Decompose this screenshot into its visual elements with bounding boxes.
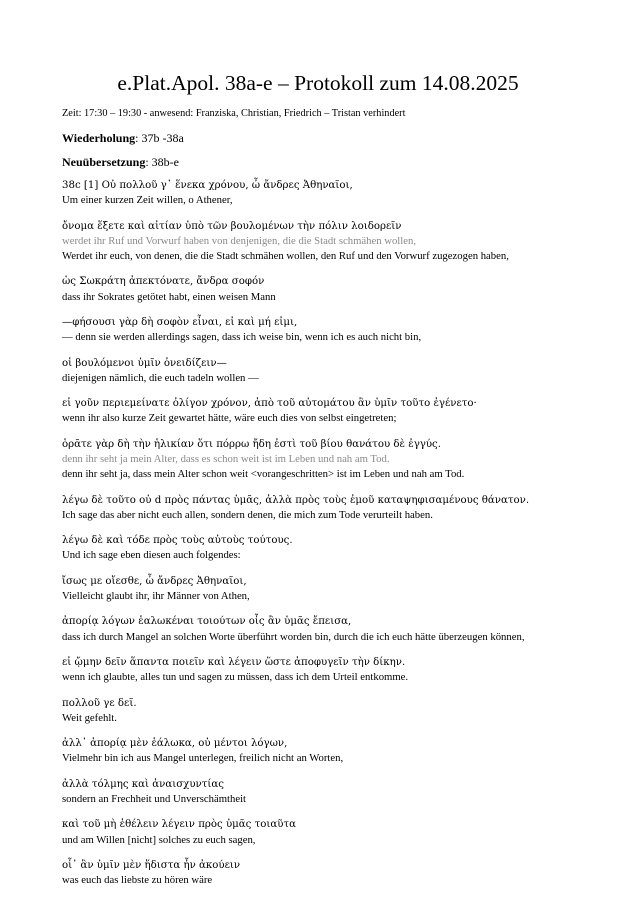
passage-block (62, 614, 622, 644)
translation-line: Um einer kurzen Zeit willen, o Athener, (62, 194, 233, 207)
draft-translation-line: denn ihr seht ja mein Alter, dass es schon weit ist im Leben und nah am Tod. (62, 452, 390, 465)
translation-line: Weit gefehlt. (62, 711, 117, 724)
passage-block (62, 493, 622, 523)
translation-line: wenn ich glaubte, alles tun und sagen zu müssen, dass ich dem Urteil entkomme. (62, 671, 409, 684)
greek-source-line: εἰ γοῦν περιεμείνατε ὀλίγον χρόνον, ἀπὸ τοῦ αὐτομάτου ἂν ὑμῖν τοῦτο ἐγένετο· (62, 398, 477, 410)
greek-source-line: καὶ τοῦ μὴ ἐθέλειν λέγειν πρὸς ὑμᾶς τοιαῦτα (62, 819, 296, 831)
translation-line: Vielleicht glaubt ihr, ihr Männer von Athen, (62, 589, 250, 602)
new-translation-value: : 38b-e (145, 155, 179, 169)
passage-block (62, 736, 622, 766)
passage-block (62, 533, 622, 563)
translation-line: Und ich sage eben diesen auch folgendes: (62, 549, 241, 562)
passage-block (62, 858, 622, 888)
draft-translation-line: werdet ihr Ruf und Vorwurf haben von denjenigen, die die Stadt schmähen wollen, (62, 234, 416, 247)
document-title: e.Plat.Apol. 38a-e – Protokoll zum 14.08.2025 (117, 71, 519, 95)
new-translation-label: Neuübersetzung (62, 155, 146, 169)
repetition-value: : 37b -38a (135, 131, 184, 145)
passage-block (62, 315, 622, 345)
translation-line: und am Willen [nicht] solches zu euch sagen, (62, 833, 256, 846)
greek-source-line: οἷ᾽ ἂν ὑμῖν μὲν ἥδιστα ἦν ἀκούειν (62, 859, 241, 871)
greek-source-line: ἀπορίᾳ λόγων ἑαλωκέναι τοιούτων οἷς ἂν ὑμᾶς ἔπεισα, (62, 616, 352, 628)
passage-block (62, 437, 622, 483)
translation-line: wenn ihr also kurze Zeit gewartet hätte, wäre euch dies von selbst eingetreten; (62, 412, 397, 425)
passage-block (62, 178, 622, 208)
repetition-line (62, 131, 184, 146)
greek-source-line: λέγω δὲ τοῦτο οὐ d πρὸς πάντας ὑμᾶς, ἀλλὰ πρὸς τοὺς ἐμοῦ καταψηφισαμένους θάνατον. (62, 494, 530, 506)
translation-line: sondern an Frechheit und Unverschämtheit (62, 792, 247, 805)
translation-line: was euch das liebste zu hören wäre (62, 874, 213, 887)
passage-block (62, 396, 622, 426)
greek-source-line: πολλοῦ γε δεῖ. (62, 697, 137, 709)
meeting-info: Zeit: 17:30 – 19:30 - anwesend: Franziska, Christian, Friedrich – Tristan verhindert (62, 108, 406, 119)
translation-line: Werdet ihr euch, von denen, die die Stadt schmähen wollen, den Ruf und den Vorwurf zugezogen haben, (62, 250, 509, 262)
greek-source-line: —φήσουσι γὰρ δὴ σοφὸν εἶναι, εἰ καὶ μή εἰμι, (62, 316, 298, 328)
greek-source-line: 38c [1] Οὐ πολλοῦ γ᾽ ἕνεκα χρόνου, ὦ ἄνδρες Ἀθηναῖοι, (62, 180, 353, 191)
greek-source-line: λέγω δὲ καὶ τόδε πρὸς τοὺς αὐτοὺς τούτους. (62, 535, 293, 547)
greek-source-line: ὡς Σωκράτη ἀπεκτόνατε, ἄνδρα σοφόν (62, 276, 265, 288)
translation-line: dass ihr Sokrates getötet habt, einen weisen Mann (62, 290, 276, 303)
greek-source-line: ὁρᾶτε γὰρ δὴ τὴν ἡλικίαν ὅτι πόρρω ἤδη ἐστὶ τοῦ βίου θανάτου δὲ ἐγγύς. (62, 438, 442, 450)
translation-line: dass ich durch Mangel an solchen Worte überführt worden bin, durch die ich euch hätte überzeugen können, (62, 630, 525, 643)
new-translation-line (62, 155, 179, 170)
translation-passages (62, 178, 622, 899)
greek-source-line: ὄνομα ἕξετε καὶ αἰτίαν ὑπὸ τῶν βουλομένων τὴν πόλιν λοιδορεῖν (62, 220, 402, 232)
greek-source-line: ἀλλὰ τόλμης καὶ ἀναισχυντίας (62, 778, 224, 790)
greek-source-line: ἀλλ᾽ ἀπορίᾳ μὲν ἑάλωκα, οὐ μέντοι λόγων, (62, 738, 288, 750)
passage-block (62, 696, 622, 726)
greek-source-line: οἱ βουλόμενοι ὑμῖν ὀνειδίζειν— (62, 357, 227, 369)
passage-block (62, 655, 622, 685)
passage-block (62, 817, 622, 847)
translation-line: diejenigen nämlich, die euch tadeln wollen — (62, 371, 259, 384)
repetition-label: Wiederholung (62, 131, 136, 145)
greek-source-line: ἴσως με οἴεσθε, ὦ ἄνδρες Ἀθηναῖοι, (62, 575, 247, 587)
greek-source-line: εἰ ᾤμην δεῖν ἅπαντα ποιεῖν καὶ λέγειν ὥστε ἀποφυγεῖν τὴν δίκην. (62, 656, 406, 668)
passage-block (62, 777, 622, 807)
translation-line: — denn sie werden allerdings sagen, dass ich weise bin, wenn ich es auch nicht bin, (62, 331, 422, 344)
passage-block (62, 574, 622, 604)
passage-block (62, 274, 622, 304)
translation-line: denn ihr seht ja, dass mein Alter schon weit <vorangeschritten> ist im Leben und nah am Tod. (62, 468, 465, 481)
passage-block (62, 356, 622, 386)
translation-line: Ich sage das aber nicht euch allen, sondern denen, die mich zum Tode verurteilt haben. (62, 508, 433, 521)
passage-block (62, 219, 622, 265)
translation-line: Vielmehr bin ich aus Mangel unterlegen, freilich nicht an Worten, (62, 752, 344, 765)
